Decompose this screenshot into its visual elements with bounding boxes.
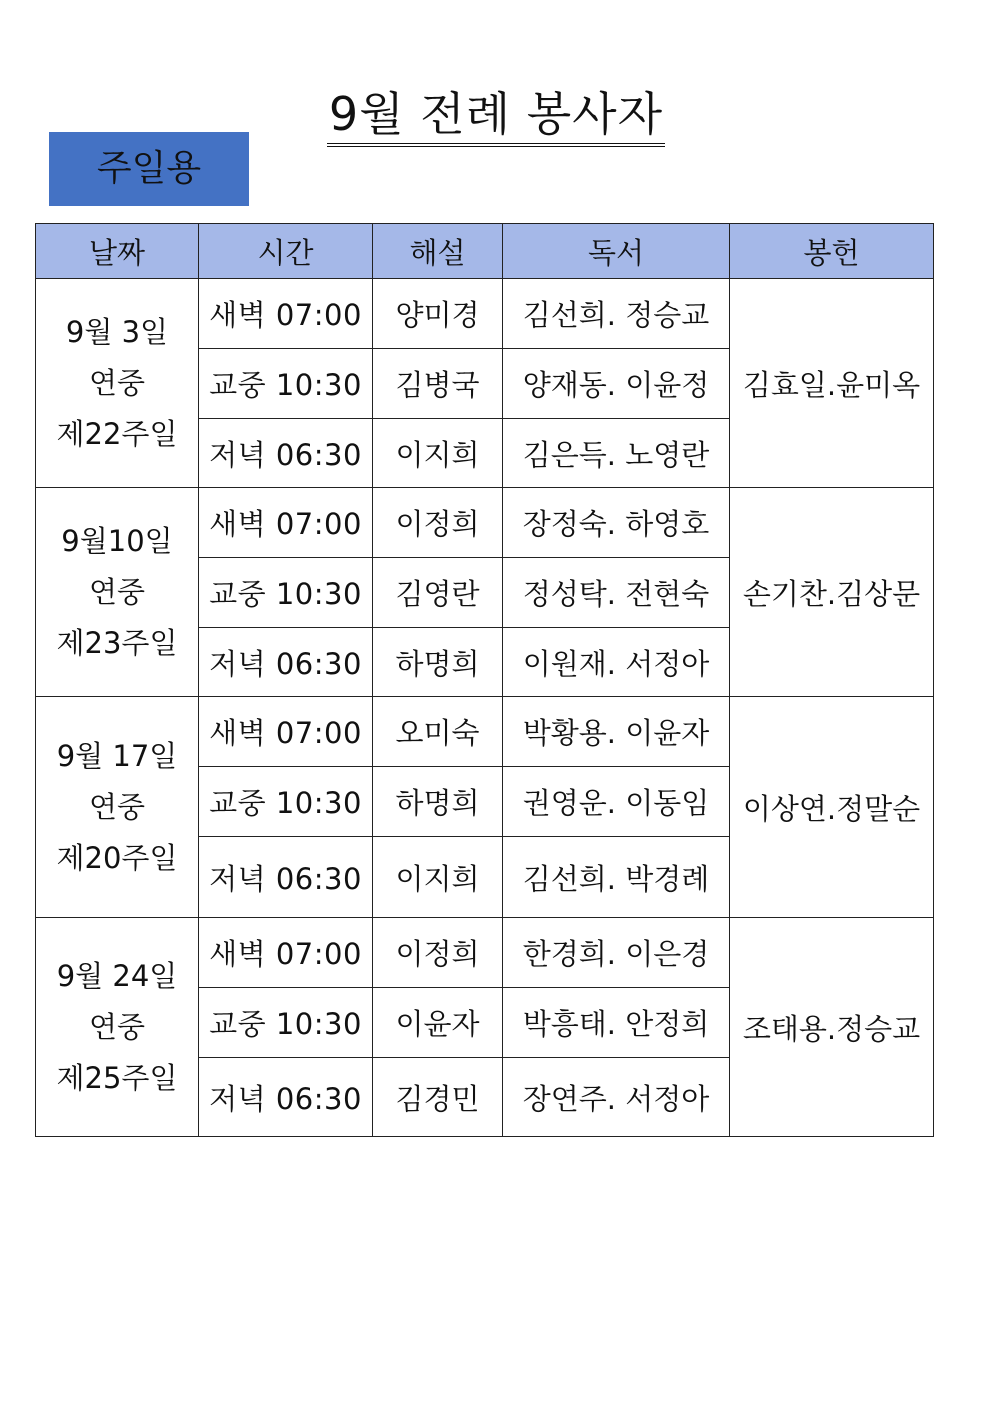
time-cell: 새벽 07:00 xyxy=(199,697,373,767)
season-text: 연중 xyxy=(88,1009,146,1044)
section-badge: 주일용 xyxy=(49,132,249,206)
offering-cell: 손기찬.김상문 xyxy=(730,488,934,697)
readers-cell: 한경희. 이은경 xyxy=(503,918,730,988)
date-text: 9월 24일 xyxy=(56,958,178,993)
header-offering: 봉헌 xyxy=(730,224,934,279)
table-row xyxy=(36,488,934,558)
date-cell xyxy=(36,697,199,918)
time-cell: 저녁 06:30 xyxy=(199,837,373,918)
date-cell xyxy=(36,488,199,697)
header-readers: 독서 xyxy=(503,224,730,279)
header-time: 시간 xyxy=(199,224,373,279)
season-text: 연중 xyxy=(88,789,146,824)
commentator-cell: 김경민 xyxy=(373,1058,503,1137)
commentator-cell: 이정희 xyxy=(373,488,503,558)
header-commentator: 해설 xyxy=(373,224,503,279)
readers-cell: 박황용. 이윤자 xyxy=(503,697,730,767)
time-cell: 교중 10:30 xyxy=(199,988,373,1058)
readers-cell: 장연주. 서정아 xyxy=(503,1058,730,1137)
offering-cell: 조태용.정승교 xyxy=(730,918,934,1137)
date-text: 9월10일 xyxy=(61,523,173,558)
readers-cell: 양재동. 이윤정 xyxy=(503,349,730,419)
date-text: 9월 3일 xyxy=(65,314,169,349)
time-cell: 교중 10:30 xyxy=(199,349,373,419)
time-cell: 새벽 07:00 xyxy=(199,918,373,988)
week-text: 제20주일 xyxy=(56,840,178,875)
time-cell: 새벽 07:00 xyxy=(199,279,373,349)
offering-cell: 이상연.정말순 xyxy=(730,697,934,918)
readers-cell: 김선희. 정승교 xyxy=(503,279,730,349)
date-cell xyxy=(36,279,199,488)
schedule-table xyxy=(35,223,934,1137)
readers-cell: 권영운. 이동임 xyxy=(503,767,730,837)
commentator-cell: 이정희 xyxy=(373,918,503,988)
table-row xyxy=(36,279,934,349)
commentator-cell: 양미경 xyxy=(373,279,503,349)
page-title-text: 9월 전례 봉사자 xyxy=(327,85,665,147)
readers-cell: 정성탁. 전현숙 xyxy=(503,558,730,628)
time-cell: 교중 10:30 xyxy=(199,558,373,628)
commentator-cell: 오미숙 xyxy=(373,697,503,767)
season-text: 연중 xyxy=(88,365,146,400)
week-text: 제22주일 xyxy=(56,416,178,451)
commentator-cell: 이윤자 xyxy=(373,988,503,1058)
table-row xyxy=(36,918,934,988)
readers-cell: 김은득. 노영란 xyxy=(503,419,730,488)
readers-cell: 이원재. 서정아 xyxy=(503,628,730,697)
time-cell: 저녁 06:30 xyxy=(199,1058,373,1137)
commentator-cell: 하명희 xyxy=(373,628,503,697)
time-cell: 저녁 06:30 xyxy=(199,628,373,697)
commentator-cell: 이지희 xyxy=(373,837,503,918)
time-cell: 저녁 06:30 xyxy=(199,419,373,488)
date-cell xyxy=(36,918,199,1137)
commentator-cell: 김영란 xyxy=(373,558,503,628)
time-cell: 새벽 07:00 xyxy=(199,488,373,558)
header-date: 날짜 xyxy=(36,224,199,279)
season-text: 연중 xyxy=(88,574,146,609)
time-cell: 교중 10:30 xyxy=(199,767,373,837)
readers-cell: 김선희. 박경례 xyxy=(503,837,730,918)
commentator-cell: 이지희 xyxy=(373,419,503,488)
week-text: 제23주일 xyxy=(56,625,178,660)
week-text: 제25주일 xyxy=(56,1060,178,1095)
table-row xyxy=(36,697,934,767)
offering-cell: 김효일.윤미옥 xyxy=(730,279,934,488)
commentator-cell: 하명희 xyxy=(373,767,503,837)
readers-cell: 박흥태. 안정희 xyxy=(503,988,730,1058)
commentator-cell: 김병국 xyxy=(373,349,503,419)
header-row xyxy=(36,224,934,279)
date-text: 9월 17일 xyxy=(56,738,178,773)
readers-cell: 장정숙. 하영호 xyxy=(503,488,730,558)
